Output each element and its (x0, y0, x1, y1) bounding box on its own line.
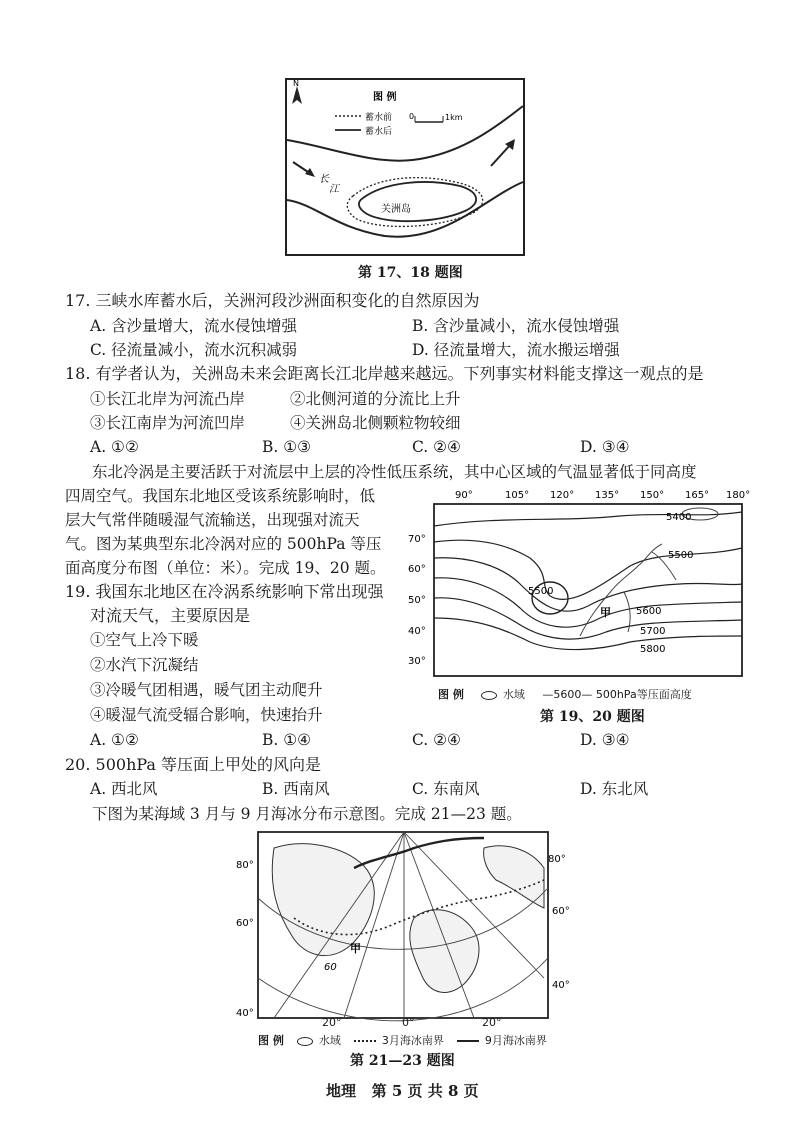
statement-2: ②水汽下沉凝结 (90, 656, 199, 674)
svg-text:5600: 5600 (636, 606, 662, 617)
option-b: B. 含沙量减小，流水侵蚀增强 (412, 317, 620, 335)
svg-text:江: 江 (329, 184, 339, 195)
svg-text:长: 长 (319, 174, 329, 185)
dotted-line-icon (354, 1040, 376, 1042)
figure-sea-ice (234, 828, 574, 1028)
svg-text:5800: 5800 (640, 644, 666, 655)
svg-text:5500: 5500 (528, 586, 554, 597)
legend-water: 水域 (318, 1034, 341, 1047)
lon-label: 20° (482, 1016, 502, 1029)
option-c: C. ②④ (412, 438, 461, 456)
question-17-stem: 17. 三峡水库蓄水后，关洲河段沙洲面积变化的自然原因为 (65, 291, 480, 310)
option-d: D. 东北风 (580, 780, 649, 798)
figure-legend (438, 686, 778, 702)
statement-3: ③长江南岸为河流凹岸 (90, 414, 246, 432)
lon-label: 20° (322, 1016, 342, 1029)
option-a: A. 西北风 (90, 780, 158, 798)
svg-text:甲: 甲 (600, 606, 611, 619)
svg-text:50°: 50° (408, 595, 426, 606)
statement-4: ④暖湿气流受辐合影响，快速抬升 (90, 706, 323, 724)
svg-text:甲: 甲 (350, 942, 361, 955)
svg-text:135°: 135° (595, 490, 620, 501)
svg-text:90°: 90° (455, 490, 473, 501)
option-c: C. ②④ (412, 731, 461, 749)
legend-water: 水域 (502, 688, 525, 701)
option-b: B. 西南风 (262, 780, 330, 798)
option-b: B. ①③ (262, 438, 312, 456)
option-a: A. 含沙量增大，流水侵蚀增强 (90, 317, 298, 335)
svg-text:180°: 180° (726, 490, 751, 501)
figure-500hpa (400, 486, 760, 686)
svg-text:蓄水前: 蓄水前 (365, 113, 393, 123)
option-a: A. ①② (90, 731, 139, 749)
passage-line: 下图为某海域 3 月与 9 月海冰分布示意图。完成 21—23 题。 (92, 805, 522, 823)
svg-text:5400: 5400 (666, 512, 692, 523)
svg-text:关洲岛: 关洲岛 (381, 204, 411, 215)
svg-text:80°: 80° (236, 860, 254, 871)
water-icon (297, 1037, 313, 1046)
svg-text:图 例: 图 例 (373, 92, 397, 103)
solid-line-icon (457, 1040, 479, 1042)
passage-line: 四周空气。我国东北地区受该系统影响时，低 (65, 487, 376, 505)
svg-text:40°: 40° (236, 1008, 254, 1019)
question-19-stem-cont: 对流天气，主要原因是 (90, 606, 251, 625)
option-c: C. 径流量减小，流水沉积减弱 (90, 341, 298, 359)
lon-label: 0° (402, 1016, 415, 1029)
passage-line: 气。图为某典型东北冷涡对应的 500hPa 等压 (65, 535, 382, 553)
question-19-stem: 19. 我国东北地区在冷涡系统影响下常出现强 (65, 582, 384, 601)
passage-line: 层大气常伴随暖湿气流输送，出现强对流天 (65, 511, 360, 529)
legend-line: 500hPa等压面高度 (595, 688, 692, 701)
option-d: D. 径流量增大，流水搬运增强 (412, 341, 620, 359)
legend-title: 图 例 (258, 1034, 284, 1047)
legend-title: 图 例 (438, 688, 464, 701)
svg-text:165°: 165° (685, 490, 710, 501)
svg-text:5700: 5700 (640, 626, 666, 637)
svg-text:120°: 120° (550, 490, 575, 501)
legend-line-num: —5600— (542, 688, 593, 701)
svg-text:30°: 30° (408, 656, 426, 667)
option-d: D. ③④ (580, 438, 630, 456)
water-icon (481, 691, 497, 700)
svg-text:40°: 40° (408, 626, 426, 637)
statement-1: ①空气上冷下暖 (90, 631, 199, 649)
statement-1: ①长江北岸为河流凸岸 (90, 390, 246, 408)
svg-text:70°: 70° (408, 534, 426, 545)
svg-text:60°: 60° (408, 564, 426, 575)
svg-text:1km: 1km (445, 113, 463, 122)
svg-text:40°: 40° (552, 980, 570, 991)
guanzhou-map (285, 78, 525, 256)
figure-guanzhou (285, 78, 525, 256)
legend-sept: 9月海冰南界 (484, 1034, 547, 1047)
legend-march: 3月海冰南界 (381, 1034, 444, 1047)
question-20-stem: 20. 500hPa 等压面上甲处的风向是 (65, 755, 322, 774)
statement-4: ④关洲岛北侧颗粒物较细 (290, 414, 461, 432)
option-c: C. 东南风 (412, 780, 480, 798)
passage-line: 面高度分布图（单位：米）。完成 19、20 题。 (65, 559, 386, 577)
question-18-stem: 18. 有学者认为，关洲岛未来会距离长江北岸越来越远。下列事实材料能支撑这一观点的是 (65, 364, 704, 383)
svg-text:5500: 5500 (668, 550, 694, 561)
500hpa-map (400, 486, 760, 686)
option-a: A. ①② (90, 438, 139, 456)
svg-text:60°: 60° (552, 906, 570, 917)
figure-caption: 第 17、18 题图 (358, 265, 463, 281)
figure-legend (258, 1032, 588, 1048)
svg-text:60°: 60° (236, 918, 254, 929)
figure-caption: 第 19、20 题图 (540, 709, 645, 725)
svg-text:蓄水后: 蓄水后 (365, 127, 393, 137)
svg-text:150°: 150° (640, 490, 665, 501)
page-footer: 地理 第 5 页 共 8 页 (326, 1082, 479, 1100)
option-d: D. ③④ (580, 731, 630, 749)
svg-text:N: N (293, 79, 299, 88)
svg-text:80°: 80° (548, 854, 566, 865)
statement-3: ③冷暖气团相遇，暖气团主动爬升 (90, 681, 323, 699)
figure-caption: 第 21—23 题图 (350, 1053, 455, 1069)
statement-2: ②北侧河道的分流比上升 (290, 390, 461, 408)
svg-text:0: 0 (409, 112, 415, 121)
sea-ice-map (234, 828, 574, 1028)
svg-text:60: 60 (324, 962, 337, 973)
passage-line: 东北冷涡是主要活跃于对流层中上层的冷性低压系统，其中心区域的气温显著低于同高度 (92, 463, 697, 481)
option-b: B. ①④ (262, 731, 312, 749)
svg-text:105°: 105° (505, 490, 530, 501)
